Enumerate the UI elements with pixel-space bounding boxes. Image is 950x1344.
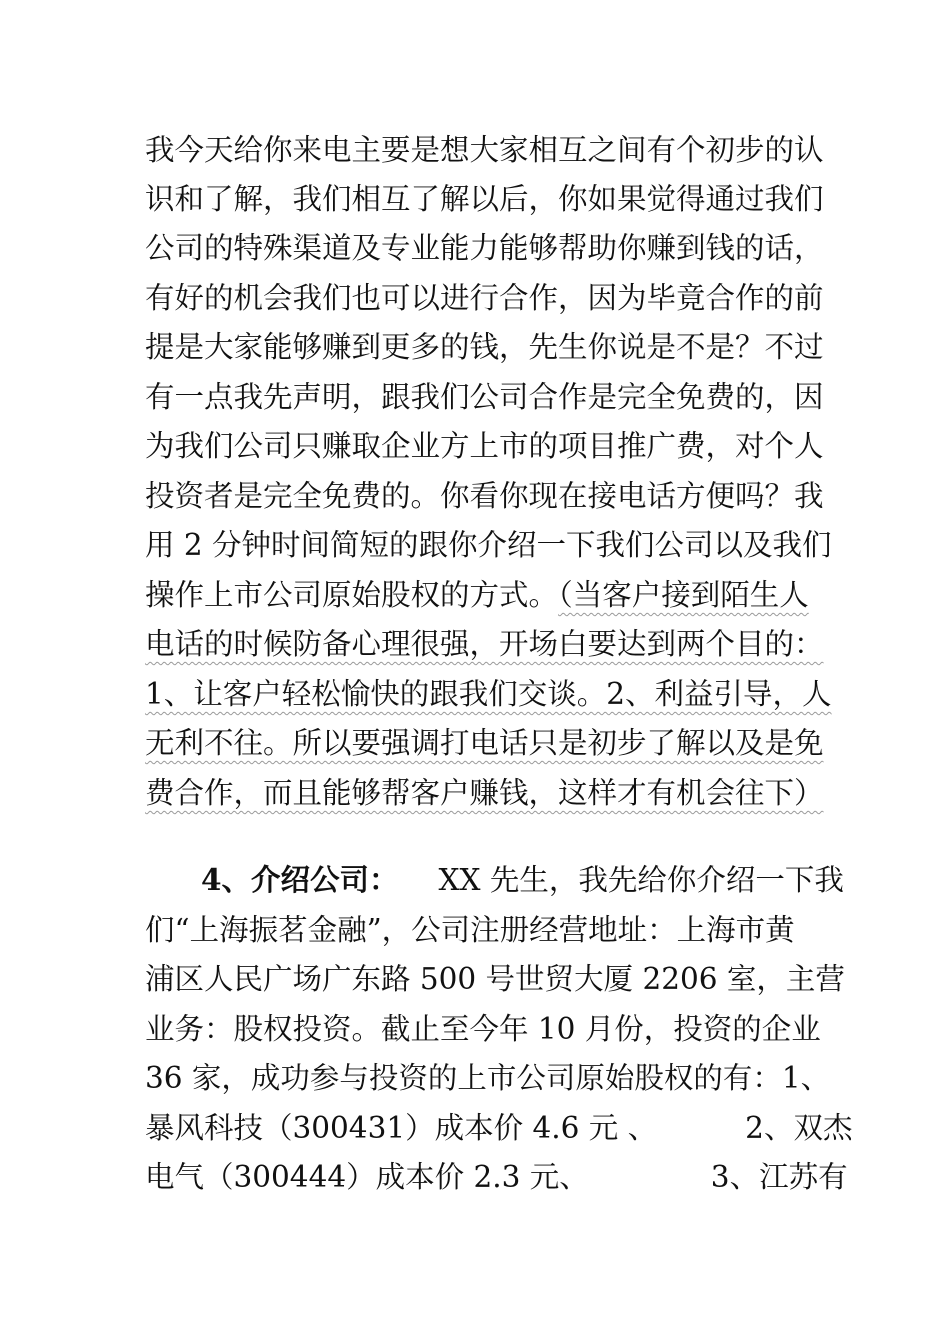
stock-item-1: 暴风科技（300431）成本价 4.6 元 、 [145, 1111, 658, 1145]
stock-item-3-start: 3、江苏有 [710, 1160, 848, 1194]
paragraph-1-line-10-text: 操作上市公司原始股权的方式。 [145, 578, 559, 612]
paragraph-2-line-2: 们“上海振茗金融”，公司注册经营地址：上海市黄 [145, 913, 795, 947]
paragraph-2-line-5: 36 家，成功参与投资的上市公司原始股权的有：1、 [145, 1061, 831, 1095]
sales-note-line-1 [145, 622, 824, 666]
paragraph-1-line-6: 有一点我先声明，跟我们公司合作是完全免费的，因 [145, 380, 824, 414]
paragraph-1-line-8: 投资者是完全免费的。你看你现在接电话方便吗？我 [145, 479, 824, 513]
paragraph-1-line-4: 有好的机会我们也可以进行合作，因为毕竟合作的前 [145, 281, 824, 315]
paragraph-1-line-9: 用 2 分钟时间简短的跟你介绍一下我们公司以及我们 [145, 528, 832, 562]
paragraph-1-line-1: 我今天给你来电主要是想大家相互之间有个初步的认 [145, 133, 824, 167]
sales-note-text: 费合作，而且能够帮客户赚钱，这样才有机会往下） [145, 776, 824, 810]
paragraph-1-line-5: 提是大家能够赚到更多的钱，先生你说是不是？不过 [145, 330, 824, 364]
paragraph-1-line-2: 识和了解，我们相互了解以后，你如果觉得通过我们 [145, 182, 824, 216]
sales-note-line-2 [145, 672, 832, 716]
paragraph-2-line-4: 业务：股权投资。截止至今年 10 月份，投资的企业 [145, 1012, 821, 1046]
paragraph-2-line-1-text: XX 先生，我先给你介绍一下我 [438, 863, 844, 897]
sales-note-start: （当客户接到陌生人 [558, 578, 809, 612]
paragraph-2-line-6 [145, 1106, 853, 1150]
paragraph-2-line-1 [145, 858, 844, 902]
paragraph-2-line-7 [145, 1155, 848, 1199]
sales-note-line-4 [145, 771, 824, 815]
paragraph-1-line-3: 公司的特殊渠道及专业能力能够帮助你赚到钱的话， [145, 231, 824, 265]
sales-note-text: 1、让客户轻松愉快的跟我们交谈。2、利益引导，人 [145, 677, 832, 711]
sales-note-text: 无利不往。所以要强调打电话只是初步了解以及是免 [145, 726, 824, 760]
sales-note-text: 电话的时候防备心理很强，开场白要达到两个目的： [145, 627, 824, 661]
stock-item-2-start: 2、双杰 [745, 1111, 853, 1145]
paragraph-1-line-7: 为我们公司只赚取企业方上市的项目推广费，对个人 [145, 429, 824, 463]
section-heading: 4、介绍公司： [201, 862, 399, 897]
stock-item-2-end: 电气（300444）成本价 2.3 元、 [145, 1160, 589, 1194]
sales-note-line-3 [145, 721, 824, 765]
paragraph-1-line-10 [145, 573, 810, 617]
paragraph-2-line-3: 浦区人民广场广东路 500 号世贸大厦 2206 室，主营 [145, 962, 845, 996]
